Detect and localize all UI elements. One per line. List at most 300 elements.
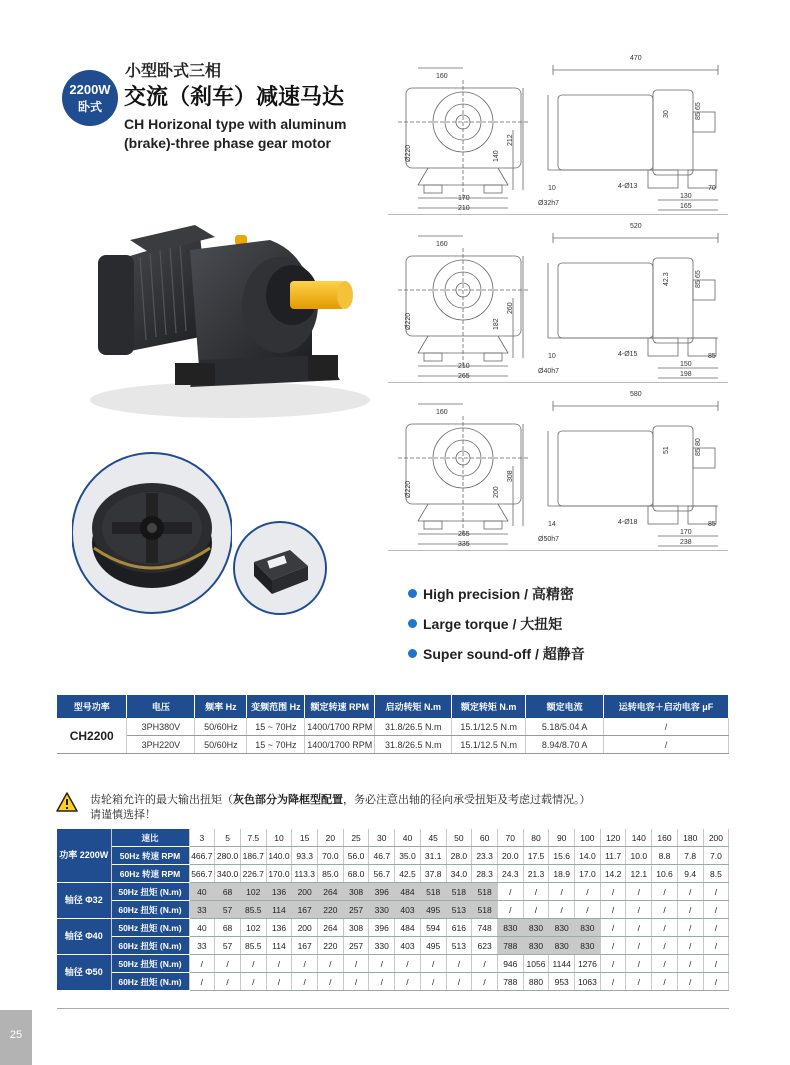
rpm-cell: 12.1 [626, 865, 652, 883]
feature-zh: 高精密 [531, 586, 574, 602]
rectifier-box-photo [232, 520, 328, 616]
feature-item: Super sound-off / 超静音 [408, 644, 585, 664]
torque-cell: 830 [523, 919, 549, 937]
torque-cell: 518 [472, 901, 498, 919]
torque-cell: 830 [497, 919, 523, 937]
torque-cell: / [626, 973, 652, 991]
badge-type: 卧式 [77, 100, 102, 114]
dimension-label: 182 [493, 318, 500, 330]
dimension-label: 260 [507, 302, 514, 314]
dimension-label: 70 [708, 185, 716, 192]
torque-cell: / [189, 955, 215, 973]
torque-cell: / [240, 955, 266, 973]
torque-cell: / [369, 973, 395, 991]
ratio-cell: 100 [575, 829, 601, 847]
ratio-cell: 120 [600, 829, 626, 847]
torque-cell: / [292, 973, 318, 991]
feature-zh: 超静音 [542, 646, 585, 662]
rpm-cell: 9.4 [677, 865, 703, 883]
torque-cell: 264 [318, 883, 344, 901]
dimension-label: 150 [680, 361, 692, 368]
feature-item: High precision / 高精密 [408, 584, 574, 604]
ratio-cell: 80 [523, 829, 549, 847]
torque-cell: / [266, 973, 292, 991]
dimension-label: 200 [493, 486, 500, 498]
torque-cell: 518 [420, 883, 446, 901]
rpm-cell: 566.7 [189, 865, 215, 883]
torque-cell: / [626, 919, 652, 937]
torque-cell: 33 [189, 901, 215, 919]
warning-text [90, 792, 730, 822]
rpm-cell: 8.5 [703, 865, 729, 883]
row-label: 速比 [111, 829, 189, 847]
feature-zh: 大扭矩 [520, 616, 563, 632]
rpm-cell: 186.7 [240, 847, 266, 865]
torque-cell: 616 [446, 919, 472, 937]
torque-cell: / [420, 973, 446, 991]
spec-row [57, 718, 729, 736]
page-number: 25 [9, 1029, 23, 1041]
row-label: 50Hz 扭矩 (N.m) [111, 883, 189, 901]
torque-cell: 396 [369, 883, 395, 901]
rpm-cell: 466.7 [189, 847, 215, 865]
torque-cell: / [600, 901, 626, 919]
torque-cell: 495 [420, 901, 446, 919]
spec-cell: 1400/1700 RPM [305, 736, 375, 754]
shaft-group-cell: 轴径 Φ50 [57, 955, 111, 991]
torque-row [57, 919, 729, 937]
torque-cell: 57 [215, 901, 241, 919]
dimension-label: 335 [458, 541, 470, 548]
spec-header: 变频范围 Hz [247, 695, 305, 718]
rpm-cell: 280.0 [215, 847, 241, 865]
warning-bold: 灰色部分为降框型配置 [233, 793, 343, 806]
ratio-cell: 3 [189, 829, 215, 847]
dimension-label: 85 [708, 353, 716, 360]
rpm-cell: 14.2 [600, 865, 626, 883]
bullet-icon [408, 589, 417, 598]
dimension-label: 265 [458, 373, 470, 380]
row-label: 50Hz 扭矩 (N.m) [111, 955, 189, 973]
dimension-label: 265 [458, 531, 470, 538]
torque-cell: 200 [292, 883, 318, 901]
dimension-label: 85 [695, 280, 702, 288]
row-label: 60Hz 扭矩 (N.m) [111, 901, 189, 919]
rpm-cell: 11.7 [600, 847, 626, 865]
dimension-label: 85 [695, 448, 702, 456]
rpm-cell: 10.0 [626, 847, 652, 865]
rpm-cell: 34.0 [446, 865, 472, 883]
rpm-cell: 28.0 [446, 847, 472, 865]
row-label: 60Hz 扭矩 (N.m) [111, 937, 189, 955]
rpm-cell: 68.0 [343, 865, 369, 883]
dimension-label: 85 [708, 521, 716, 528]
ratio-cell: 25 [343, 829, 369, 847]
spec-cell: 15.1/12.5 N.m [452, 736, 526, 754]
spec-cell: 31.8/26.5 N.m [375, 736, 452, 754]
ratio-cell: 20 [318, 829, 344, 847]
torque-cell: / [523, 901, 549, 919]
spec-cell: 50/60Hz [195, 718, 247, 736]
torque-cell: 1276 [575, 955, 601, 973]
dimension-label: Ø220 [405, 480, 412, 498]
rpm-cell: 42.5 [395, 865, 421, 883]
torque-cell: / [677, 973, 703, 991]
dimension-label: 4-Ø15 [618, 351, 638, 358]
dimension-label: 42.3 [663, 272, 670, 286]
ratio-cell: 50 [446, 829, 472, 847]
torque-cell: 136 [266, 883, 292, 901]
torque-cell: / [703, 883, 729, 901]
dimension-label: 14 [548, 521, 556, 528]
dimension-label: Ø40h7 [538, 368, 560, 375]
torque-cell: / [600, 937, 626, 955]
rpm-cell: 37.8 [420, 865, 446, 883]
torque-cell: / [677, 901, 703, 919]
dimension-drawing [388, 218, 728, 383]
torque-cell: / [703, 901, 729, 919]
torque-cell: / [575, 901, 601, 919]
spec-header: 运转电容＋启动电容 μF [604, 695, 729, 718]
spec-table [57, 695, 729, 754]
torque-cell: 830 [549, 919, 575, 937]
rpm-cell: 28.3 [472, 865, 498, 883]
power-group-cell: 功率 2200W [57, 829, 111, 883]
dimension-drawing [388, 50, 728, 215]
torque-cell: 1056 [523, 955, 549, 973]
rpm-cell: 8.8 [652, 847, 678, 865]
spec-cell: / [604, 718, 729, 736]
torque-cell: / [600, 883, 626, 901]
spec-header: 启动转矩 N.m [375, 695, 452, 718]
torque-cell: / [446, 973, 472, 991]
rpm-row [57, 865, 729, 883]
rpm-cell: 14.0 [575, 847, 601, 865]
torque-cell: 495 [420, 937, 446, 955]
spec-cell: 5.18/5.04 A [526, 718, 604, 736]
torque-cell: / [472, 955, 498, 973]
torque-cell: / [369, 955, 395, 973]
torque-cell: 85.5 [240, 901, 266, 919]
dimension-label: 160 [436, 241, 448, 248]
torque-cell: 953 [549, 973, 575, 991]
warning-pre: 齿轮箱允许的最大输出扭矩（ [90, 793, 233, 806]
torque-cell: / [626, 937, 652, 955]
torque-cell: / [292, 955, 318, 973]
torque-cell: / [677, 937, 703, 955]
torque-table [57, 829, 729, 991]
torque-cell: / [395, 955, 421, 973]
torque-cell: 830 [575, 937, 601, 955]
bullet-icon [408, 649, 417, 658]
torque-cell: 330 [369, 937, 395, 955]
rpm-cell: 7.0 [703, 847, 729, 865]
torque-cell: 167 [292, 901, 318, 919]
rpm-cell: 17.5 [523, 847, 549, 865]
row-label: 60Hz 扭矩 (N.m) [111, 973, 189, 991]
model-cell: CH2200 [57, 718, 127, 754]
feature-en: High precision [423, 586, 521, 602]
torque-cell: 85.5 [240, 937, 266, 955]
torque-cell: 220 [318, 901, 344, 919]
rpm-cell: 18.9 [549, 865, 575, 883]
spec-cell: 3PH220V [127, 736, 195, 754]
torque-cell: 33 [189, 937, 215, 955]
ratio-cell: 200 [703, 829, 729, 847]
spec-cell: 3PH380V [127, 718, 195, 736]
torque-cell: / [677, 955, 703, 973]
torque-cell: 518 [472, 883, 498, 901]
row-label: 60Hz 转速 RPM [111, 865, 189, 883]
torque-cell: 830 [523, 937, 549, 955]
rpm-cell: 93.3 [292, 847, 318, 865]
rpm-cell: 46.7 [369, 847, 395, 865]
dimension-label: 308 [507, 470, 514, 482]
torque-cell: 788 [497, 937, 523, 955]
torque-cell: 403 [395, 901, 421, 919]
torque-cell: 330 [369, 901, 395, 919]
brake-photo [72, 448, 232, 618]
torque-row [57, 955, 729, 973]
torque-cell: 114 [266, 901, 292, 919]
gear-motor-photo [80, 195, 380, 425]
torque-cell: / [318, 955, 344, 973]
dimension-label: 580 [630, 391, 642, 398]
torque-cell: / [626, 883, 652, 901]
dimension-label: 10 [548, 185, 556, 192]
torque-cell: 880 [523, 973, 549, 991]
feature-item: Large torque / 大扭矩 [408, 614, 562, 634]
dimension-label: 65 [695, 270, 702, 278]
rpm-cell: 340.0 [215, 865, 241, 883]
torque-row [57, 901, 729, 919]
feature-en: Super sound-off [423, 646, 532, 662]
torque-cell: 1063 [575, 973, 601, 991]
torque-cell: 57 [215, 937, 241, 955]
title-small: 小型卧式三相 [125, 61, 222, 80]
spec-header: 型号功率 [57, 695, 127, 718]
rpm-cell: 15.6 [549, 847, 575, 865]
torque-cell: 518 [446, 883, 472, 901]
torque-cell: / [266, 955, 292, 973]
rpm-cell: 7.8 [677, 847, 703, 865]
torque-cell: 513 [446, 901, 472, 919]
torque-cell: / [343, 973, 369, 991]
dimension-label: Ø220 [405, 312, 412, 330]
torque-cell: / [472, 973, 498, 991]
torque-cell: 513 [446, 937, 472, 955]
torque-cell: 68 [215, 883, 241, 901]
warning-icon [56, 792, 78, 812]
rpm-cell: 226.7 [240, 865, 266, 883]
torque-cell: / [652, 937, 678, 955]
spec-row [57, 736, 729, 754]
dimension-label: 160 [436, 73, 448, 80]
torque-cell: / [652, 955, 678, 973]
torque-cell: / [343, 955, 369, 973]
dimension-drawing [388, 386, 728, 551]
torque-cell: 220 [318, 937, 344, 955]
torque-cell: / [652, 973, 678, 991]
rpm-cell: 56.7 [369, 865, 395, 883]
feature-en: Large torque [423, 616, 509, 632]
rpm-cell: 140.0 [266, 847, 292, 865]
torque-cell: 264 [318, 919, 344, 937]
torque-cell: 1144 [549, 955, 575, 973]
rpm-cell: 113.3 [292, 865, 318, 883]
torque-cell: / [703, 919, 729, 937]
bullet-icon [408, 619, 417, 628]
ratio-cell: 60 [472, 829, 498, 847]
drawing-divider [388, 214, 728, 215]
ratio-cell: 40 [395, 829, 421, 847]
torque-cell: / [497, 901, 523, 919]
dimension-label: 10 [548, 353, 556, 360]
torque-cell: / [420, 955, 446, 973]
torque-row [57, 973, 729, 991]
ratio-cell: 30 [369, 829, 395, 847]
dimension-label: Ø50h7 [538, 536, 560, 543]
torque-cell: 748 [472, 919, 498, 937]
dimension-label: 4-Ø18 [618, 519, 638, 526]
torque-cell: / [215, 955, 241, 973]
shaft-group-cell: 轴径 Φ32 [57, 883, 111, 919]
dimension-label: 238 [680, 539, 692, 546]
rpm-cell: 17.0 [575, 865, 601, 883]
dimension-label: 51 [663, 446, 670, 454]
torque-cell: 946 [497, 955, 523, 973]
rpm-cell: 56.0 [343, 847, 369, 865]
ratio-cell: 45 [420, 829, 446, 847]
torque-cell: 396 [369, 919, 395, 937]
torque-cell: / [652, 883, 678, 901]
ratio-row [57, 829, 729, 847]
torque-cell: / [703, 955, 729, 973]
spec-header: 额定转速 RPM [305, 695, 375, 718]
ratio-cell: 160 [652, 829, 678, 847]
dimension-label: 160 [436, 409, 448, 416]
torque-cell: / [600, 919, 626, 937]
shaft-group-cell: 轴径 Φ40 [57, 919, 111, 955]
torque-cell: 40 [189, 883, 215, 901]
dimension-label: 198 [680, 371, 692, 378]
torque-cell: / [395, 973, 421, 991]
torque-cell: 308 [343, 919, 369, 937]
rpm-cell: 21.3 [523, 865, 549, 883]
torque-cell: / [240, 973, 266, 991]
torque-cell: 308 [343, 883, 369, 901]
torque-cell: / [652, 919, 678, 937]
rpm-cell: 85.0 [318, 865, 344, 883]
spec-cell: / [604, 736, 729, 754]
dimension-label: 130 [680, 193, 692, 200]
spec-header: 电压 [127, 695, 195, 718]
drawing-divider [388, 382, 728, 383]
drawing-divider [388, 550, 728, 551]
spec-cell: 50/60Hz [195, 736, 247, 754]
warning-post: ，务必注意出轴的径向承受扭矩及考虑过载情况。） [343, 793, 591, 806]
spec-header: 额定电流 [526, 695, 604, 718]
rpm-cell: 170.0 [266, 865, 292, 883]
torque-cell: 102 [240, 919, 266, 937]
dimension-label: 85 [695, 112, 702, 120]
badge-power: 2200W [69, 82, 111, 97]
dimension-label: 80 [695, 438, 702, 446]
torque-cell: / [600, 973, 626, 991]
torque-cell: 484 [395, 883, 421, 901]
row-label: 50Hz 转速 RPM [111, 847, 189, 865]
spec-cell: 15 ~ 70Hz [247, 736, 305, 754]
dimension-label: Ø32h7 [538, 200, 560, 207]
rpm-row [57, 847, 729, 865]
torque-cell: / [703, 973, 729, 991]
torque-cell: 788 [497, 973, 523, 991]
torque-cell: / [446, 955, 472, 973]
page-title: 交流（刹车）减速马达 [124, 85, 345, 110]
spec-cell: 15 ~ 70Hz [247, 718, 305, 736]
ratio-cell: 70 [497, 829, 523, 847]
title-english: CH Horizonal type with aluminum (brake)-three phase gear motor [124, 116, 347, 151]
torque-cell: / [703, 937, 729, 955]
ratio-cell: 5 [215, 829, 241, 847]
torque-cell: / [600, 955, 626, 973]
rpm-cell: 20.0 [497, 847, 523, 865]
torque-cell: 167 [292, 937, 318, 955]
dimension-label: 210 [458, 205, 470, 212]
torque-cell: / [652, 901, 678, 919]
ratio-cell: 90 [549, 829, 575, 847]
torque-cell: 830 [549, 937, 575, 955]
dimension-label: 170 [458, 195, 470, 202]
torque-cell: 136 [266, 919, 292, 937]
torque-cell: / [677, 919, 703, 937]
power-badge [62, 70, 118, 126]
dimension-label: 470 [630, 55, 642, 62]
torque-cell: / [189, 973, 215, 991]
dimension-label: 140 [493, 150, 500, 162]
torque-cell: / [318, 973, 344, 991]
ratio-cell: 140 [626, 829, 652, 847]
spec-header: 频率 Hz [195, 695, 247, 718]
dimension-label: 165 [680, 203, 692, 210]
dimension-label: Ø220 [405, 144, 412, 162]
rpm-cell: 24.3 [497, 865, 523, 883]
rpm-cell: 31.1 [420, 847, 446, 865]
torque-cell: 594 [420, 919, 446, 937]
spec-cell: 8.94/8.70 A [526, 736, 604, 754]
ratio-cell: 7.5 [240, 829, 266, 847]
torque-cell: 830 [575, 919, 601, 937]
dimension-label: 30 [663, 110, 670, 118]
torque-cell: 40 [189, 919, 215, 937]
torque-cell: / [523, 883, 549, 901]
ratio-cell: 15 [292, 829, 318, 847]
torque-cell: / [626, 901, 652, 919]
rpm-cell: 23.3 [472, 847, 498, 865]
spec-cell: 15.1/12.5 N.m [452, 718, 526, 736]
rpm-cell: 35.0 [395, 847, 421, 865]
dimension-label: 4-Ø13 [618, 183, 638, 190]
torque-cell: / [677, 883, 703, 901]
spec-header: 额定转矩 N.m [452, 695, 526, 718]
torque-cell: / [215, 973, 241, 991]
dimension-label: 210 [458, 363, 470, 370]
dimension-label: 212 [507, 134, 514, 146]
torque-cell: 102 [240, 883, 266, 901]
torque-cell: / [626, 955, 652, 973]
torque-cell: 403 [395, 937, 421, 955]
torque-cell: 68 [215, 919, 241, 937]
